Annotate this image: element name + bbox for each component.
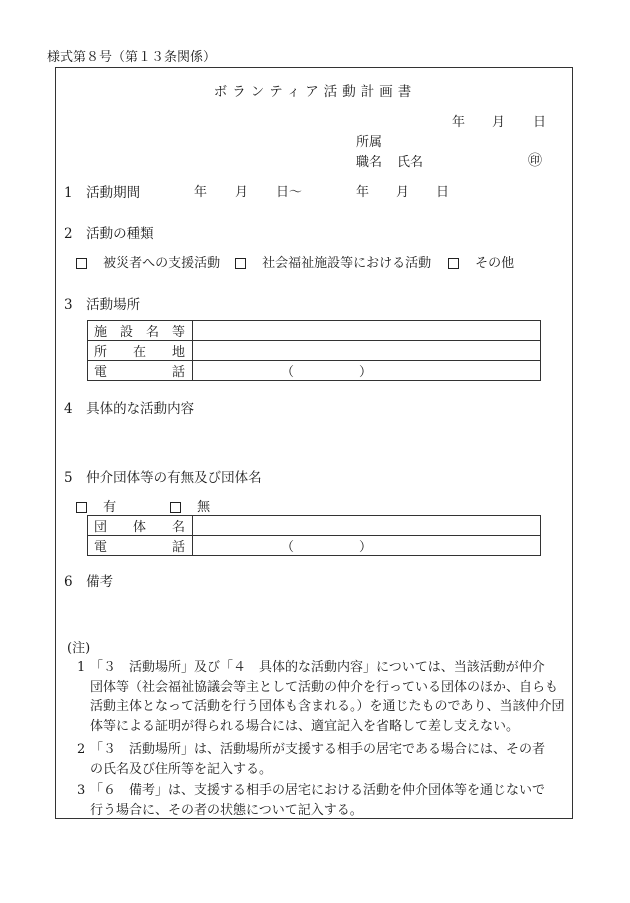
activity-type-option-3[interactable] (448, 252, 514, 271)
period-start-month: 月 (235, 185, 249, 200)
form-number: 様式第８号（第１３条関係） (47, 50, 217, 65)
option-label: 社会福祉施設等における活動 (262, 256, 432, 271)
section4-label: 4 具体的な活動内容 (64, 401, 195, 417)
table-row (88, 321, 541, 341)
option-label: 被災者への支援活動 (103, 256, 221, 271)
intermediary-no-option[interactable] (170, 496, 210, 515)
date-day-label: 日 (533, 115, 547, 130)
note-line: 「３ 活動場所」は、活動場所が支援する相手の居宅である場合には、その者 (90, 742, 546, 757)
note-2 (90, 740, 545, 779)
notes-heading: (注) (67, 641, 91, 656)
section2-label: 2 活動の種類 (64, 226, 154, 242)
intermediary-table (87, 515, 541, 556)
option-label: 無 (197, 500, 211, 515)
section5-label: 5 仲介団体等の有無及び団体名 (64, 470, 262, 486)
activity-type-option-2[interactable] (235, 252, 431, 271)
facility-name-label: 施 設 名 等 (88, 321, 193, 341)
option-label: 有 (103, 500, 117, 515)
section3-label: 3 活動場所 (64, 297, 141, 313)
note-line: 体等による証明が得られる場合には、適宜記入を省略して差し支えない。 (90, 718, 520, 734)
note-line: 団体等（社会福祉協議会等主として活動の仲介を行っている団体のほか、自らも (90, 679, 559, 695)
note-line: 「３ 活動場所」及び「４ 具体的な活動内容」については、当該活動が仲介 (90, 660, 545, 675)
position-label: 職名 (356, 155, 383, 170)
period-start-year: 年 (194, 185, 208, 200)
period-start-day: 日～ (276, 185, 303, 200)
phone-field[interactable] (193, 361, 541, 381)
organization-phone-label: 電 話 (88, 536, 193, 556)
section1-label: 1 活動期間 (64, 185, 141, 201)
name-label: 氏名 (397, 155, 424, 170)
note-number-3: 3 (77, 783, 86, 798)
checkbox[interactable] (235, 258, 246, 269)
note-line: 活動主体となって活動を行う団体も含まれる。）を通じたものであり、当該仲介団 (90, 699, 565, 714)
table-row (88, 361, 541, 381)
facility-name-field[interactable] (193, 321, 541, 341)
option-label: その他 (475, 256, 515, 271)
activity-place-table (87, 320, 541, 381)
table-row (88, 536, 541, 556)
address-field[interactable] (193, 341, 541, 361)
affiliation-label: 所属 (356, 135, 383, 150)
note-number-2: 2 (77, 742, 86, 757)
note-line: 「６ 備考」は、支援する相手の居宅における活動を仲介団体等を通じないで (90, 783, 546, 798)
table-row (88, 341, 541, 361)
date-month-label: 月 (492, 115, 506, 130)
checkbox[interactable] (76, 502, 87, 513)
note-line: 行う場合に、その者の状態について記入する。 (90, 802, 363, 818)
intermediary-yes-option[interactable] (76, 496, 116, 515)
phone-label: 電 話 (88, 361, 193, 381)
note-line: の氏名及び住所等を記入する。 (90, 761, 273, 777)
checkbox[interactable] (170, 502, 181, 513)
table-row (88, 516, 541, 536)
note-number-1: 1 (77, 660, 86, 675)
organization-name-label: 団 体 名 (88, 516, 193, 536)
phone-parentheses: （ ） (281, 365, 373, 380)
period-end-month: 月 (396, 185, 410, 200)
period-end-day: 日 (436, 185, 450, 200)
address-label: 所 在 地 (88, 341, 193, 361)
document-title: ボランティア活動計画書 (213, 84, 417, 100)
checkbox[interactable] (448, 258, 459, 269)
organization-phone-field[interactable] (193, 536, 541, 556)
note-1 (90, 658, 565, 736)
activity-type-option-1[interactable] (76, 252, 220, 271)
period-end-year: 年 (356, 185, 370, 200)
date-year-label: 年 (452, 115, 466, 130)
seal-mark: ㊞ (528, 153, 542, 169)
phone-parentheses: （ ） (281, 540, 373, 555)
note-3 (90, 781, 545, 820)
section6-label: 6 備考 (64, 574, 114, 590)
organization-name-field[interactable] (193, 516, 541, 536)
checkbox[interactable] (76, 258, 87, 269)
